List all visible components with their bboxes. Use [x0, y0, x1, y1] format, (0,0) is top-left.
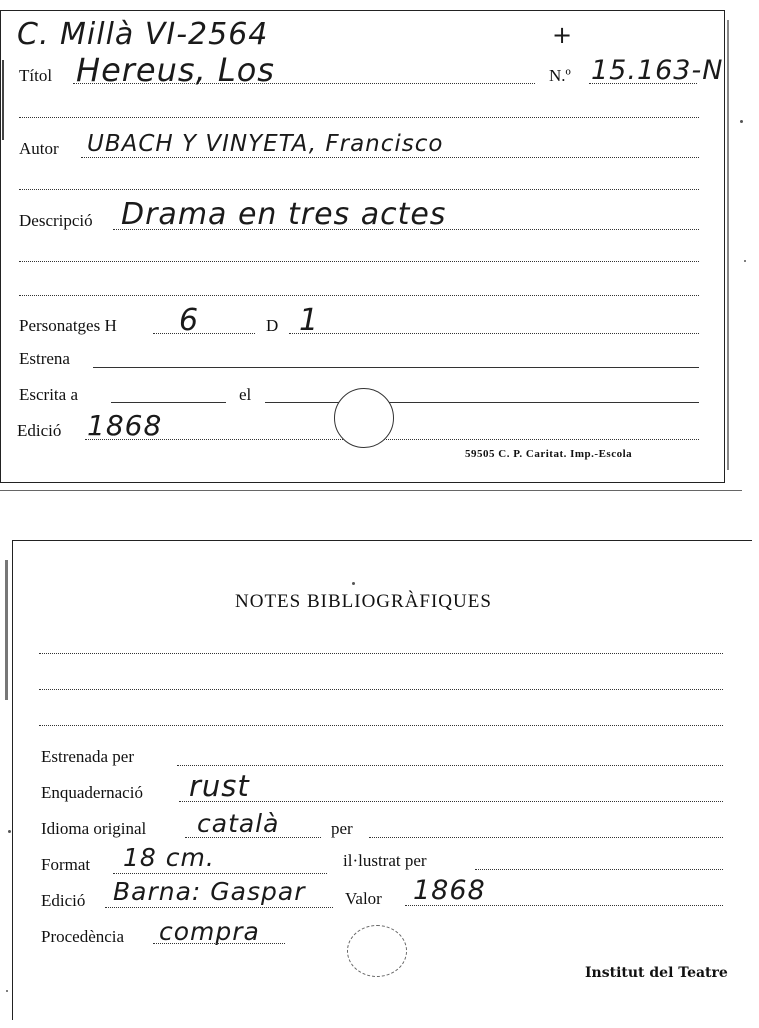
catalog-card-front	[0, 10, 725, 483]
descripcio-label: Descripció	[19, 211, 93, 230]
back-edicio-label: Edició	[41, 891, 86, 910]
back-punch-hole	[347, 925, 407, 977]
personatges-d-value: 1	[299, 303, 320, 338]
valor-value: 1868	[413, 875, 486, 906]
idioma-per-label: per	[331, 819, 353, 838]
edicio-label: Edició	[17, 421, 62, 440]
enquadernacio-label: Enquadernació	[41, 783, 143, 802]
escrita-label: Escrita a	[19, 385, 78, 404]
catalog-card-back	[12, 540, 752, 1020]
format-value: 18 cm.	[123, 843, 215, 872]
titol-continuation-line	[19, 117, 699, 118]
header-note: C. Millà VI-2564	[17, 17, 269, 52]
personatges-h-label: Personatges H	[19, 316, 117, 335]
enquadernacio-value: rust	[189, 769, 250, 803]
cross-mark: +	[552, 21, 574, 49]
punch-hole	[334, 388, 394, 448]
notes-line-3	[39, 725, 723, 726]
procedencia-label: Procedència	[41, 927, 125, 946]
back-edicio-value: Barna: Gaspar	[113, 877, 306, 906]
notes-line-2	[39, 689, 723, 690]
descripcio-line-2	[19, 261, 699, 262]
notes-heading: NOTES BIBLIOGRÀFIQUES	[235, 591, 492, 612]
format-label: Format	[41, 855, 91, 874]
procedencia-value: compra	[159, 917, 260, 946]
num-value: 15.163-N	[591, 55, 724, 86]
idioma-value: català	[197, 809, 280, 838]
autor-label: Autor	[19, 139, 59, 158]
autor-continuation-line	[19, 189, 699, 190]
descripcio-value: Drama en tres actes	[121, 197, 447, 232]
edicio-value: 1868	[87, 409, 163, 442]
institution-stamp: Institut del Teatre	[585, 965, 728, 981]
estrenada-label: Estrenada per	[41, 747, 134, 766]
notes-line-1	[39, 653, 723, 654]
num-label: N.º	[549, 66, 571, 85]
idioma-label: Idioma original	[41, 819, 147, 838]
personatges-d-label: D	[266, 316, 279, 335]
descripcio-line-3	[19, 295, 699, 296]
titol-label: Títol	[19, 66, 53, 85]
el-label: el	[239, 385, 252, 404]
valor-label: Valor	[345, 889, 382, 908]
printer-imprint: 59505 C. P. Caritat. Imp.-Escola	[465, 448, 633, 460]
autor-value: UBACH Y VINYETA, Francisco	[87, 131, 444, 157]
personatges-h-value: 6	[179, 303, 200, 338]
illustrat-label: il·lustrat per	[343, 851, 427, 870]
card-separator	[0, 490, 742, 491]
titol-value: Hereus, Los	[76, 51, 275, 89]
estrena-label: Estrena	[19, 349, 70, 368]
